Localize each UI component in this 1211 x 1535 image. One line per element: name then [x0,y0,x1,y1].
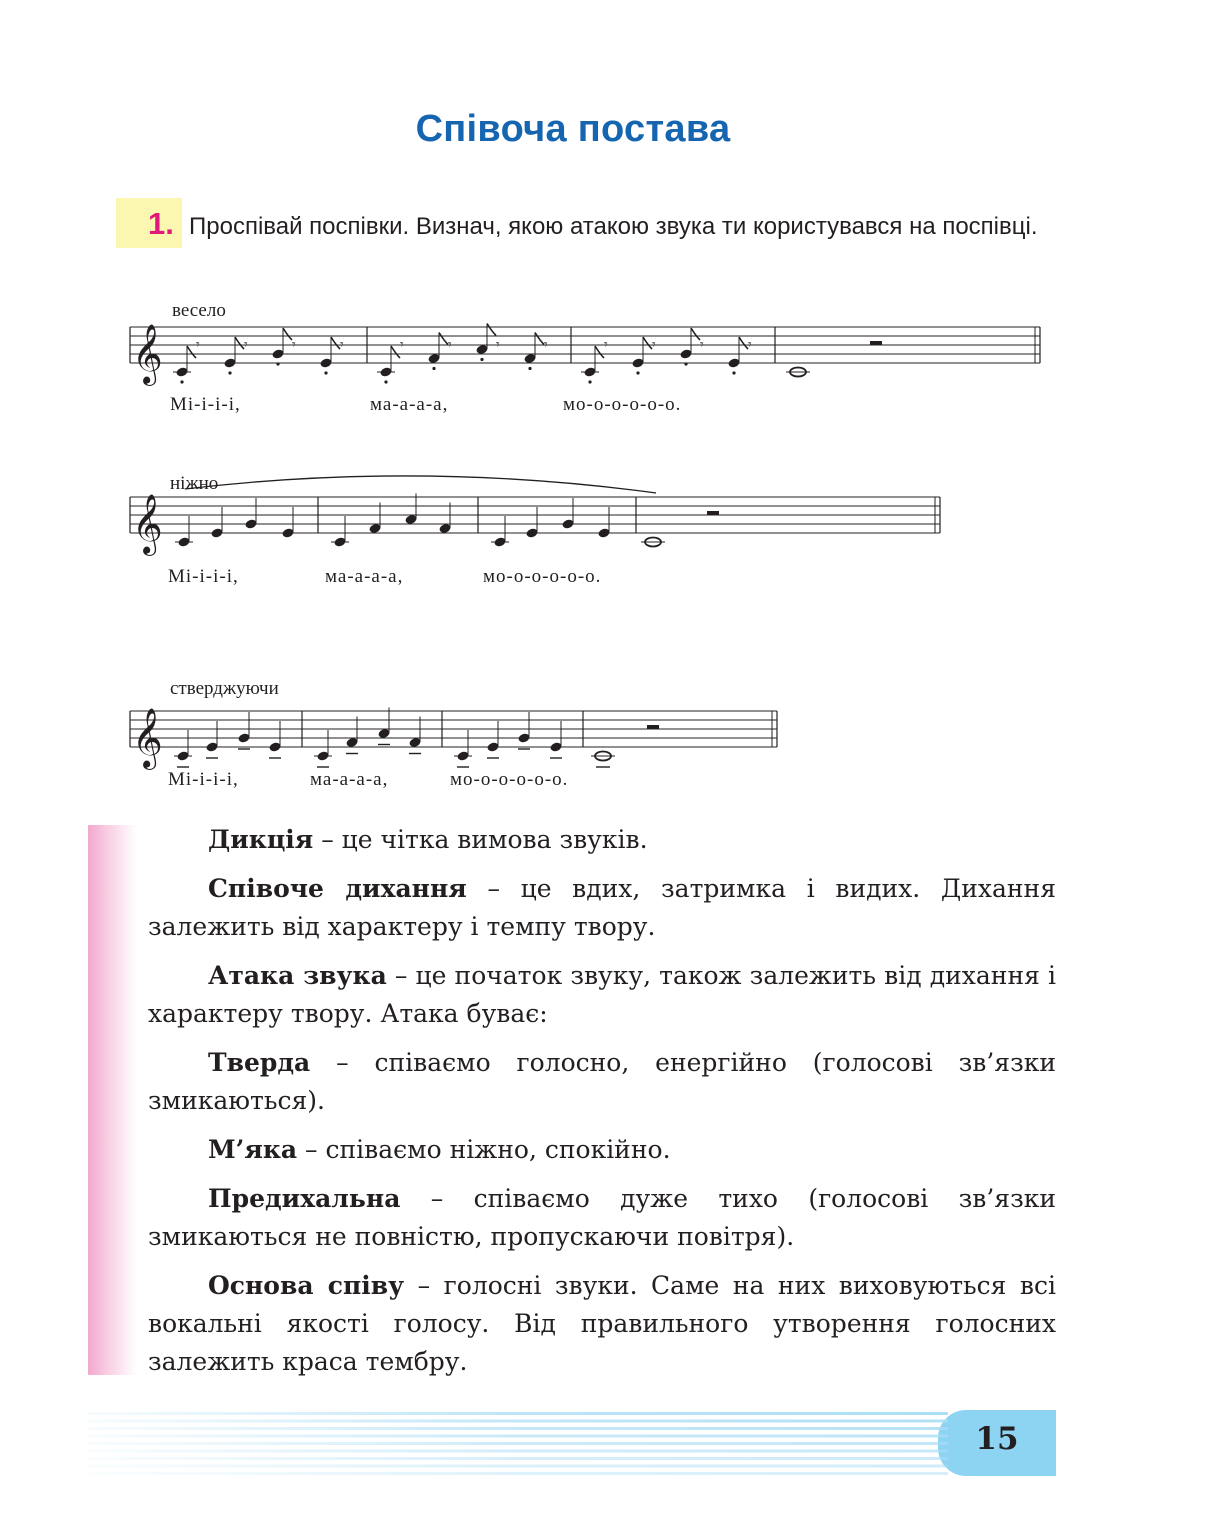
theory-paragraph [148,1044,1056,1120]
theory-term: Основа співу [208,1271,405,1300]
staccato-dot [636,371,639,374]
treble-clef-icon: 𝄞 [132,494,163,554]
half-rest [707,511,719,515]
theory-paragraph [148,1267,1056,1381]
eighth-rest-icon: 𝄾 [292,337,296,353]
lyric-syllables: мо-о-о-о-о-о. [483,566,602,587]
theory-definition: – співаємо ніжно, спокійно. [297,1135,671,1164]
staccato-dot [588,380,591,383]
theory-section [148,821,1056,1392]
theory-paragraph [148,821,1056,859]
note-flag [331,337,340,349]
eighth-rest-icon: 𝄾 [340,337,344,353]
lyric-syllables: ма-а-а-а, [310,769,389,790]
lyric-syllables: мо-о-о-о-о-о. [450,769,569,790]
eighth-rest-icon: 𝄾 [244,337,248,353]
theory-paragraph [148,870,1056,946]
theory-definition: – співаємо дуже тихо (голосові зв’язки змикаються не повністю, пропускаючи повітря). [148,1184,1056,1251]
theory-definition: – це вдих, затримка і видих. Дихання залежить від характеру і темпу твору. [148,874,1056,941]
note-flag [595,346,604,358]
page-title: Співоча постава [415,108,731,150]
tempo-marking: ніжно [170,473,219,494]
footer-stripes [88,1408,948,1478]
eighth-rest-icon: 𝄾 [604,337,608,353]
note-flag [535,333,544,345]
theory-term: Предихальна [208,1184,401,1213]
eighth-rest-icon: 𝄾 [700,337,704,353]
lyric-syllables: ма-а-а-а, [325,566,404,587]
lyric-syllables: Мі-і-і-і, [170,394,241,415]
treble-clef-icon: 𝄞 [132,324,163,384]
page-number: 15 [975,1421,1019,1457]
theory-term: Тверда [208,1048,311,1077]
eighth-rest-icon: 𝄾 [652,337,656,353]
note-flag [283,328,292,340]
eighth-rest-icon: 𝄾 [400,337,404,353]
note-flag [691,328,700,340]
eighth-rest-icon: 𝄾 [544,337,548,353]
staccato-dot [180,380,183,383]
lyric-syllables: Мі-і-і-і, [168,769,239,790]
theory-definition: – співаємо голосно, енергійно (голосові зв’язки змикаються). [148,1048,1056,1115]
treble-clef-icon: 𝄞 [132,708,163,768]
half-rest [647,725,659,729]
footer-fade [88,1408,948,1478]
staccato-dot [432,367,435,370]
staccato-dot [384,380,387,383]
theory-term: Дикція [208,825,314,854]
eighth-rest-icon: 𝄾 [448,337,452,353]
eighth-rest-icon: 𝄾 [748,337,752,353]
theory-definition: – це чітка вимова звуків. [313,825,648,854]
staccato-dot [480,358,483,361]
theory-definition: – це початок звуку, також залежить від дихання і характеру твору. Атака буває: [148,961,1057,1028]
theory-term: М’яка [208,1135,298,1164]
task-number: 1. [148,206,174,241]
sidebar-accent [88,825,136,1375]
theory-paragraph [148,957,1056,1033]
lyric-syllables: Мі-і-і-і, [168,566,239,587]
theory-paragraph [148,1131,1056,1169]
theory-paragraph [148,1180,1056,1256]
task-instruction: Проспівай поспівки. Визнач, якою атакою звука ти користувався на поспівці. [189,213,1038,240]
half-rest [870,341,882,345]
eighth-rest-icon: 𝄾 [196,337,200,353]
staccato-dot [228,371,231,374]
staccato-dot [276,362,279,365]
note-flag [643,337,652,349]
lyric-syllables: ма-а-а-а, [370,394,449,415]
staccato-dot [528,367,531,370]
staccato-dot [684,362,687,365]
lyric-syllables: мо-о-о-о-о-о. [563,394,682,415]
note-flag [739,337,748,349]
theory-term: Атака звука [208,961,387,990]
note-flag [487,324,496,336]
staccato-dot [732,371,735,374]
theory-definition: – голосні звуки. Саме на них виховуються всі вокальні якості голосу. Від правильного утворення голосних залежить краса тембру. [148,1271,1056,1376]
note-flag [439,333,448,345]
note-flag [235,337,244,349]
eighth-rest-icon: 𝄾 [496,337,500,353]
theory-term: Співоче дихання [208,874,467,903]
tempo-marking: весело [172,300,226,321]
note-flag [391,346,400,358]
staccato-dot [324,371,327,374]
note-flag [187,346,196,358]
slur [185,476,656,493]
tempo-marking: стверджуючи [170,678,279,699]
